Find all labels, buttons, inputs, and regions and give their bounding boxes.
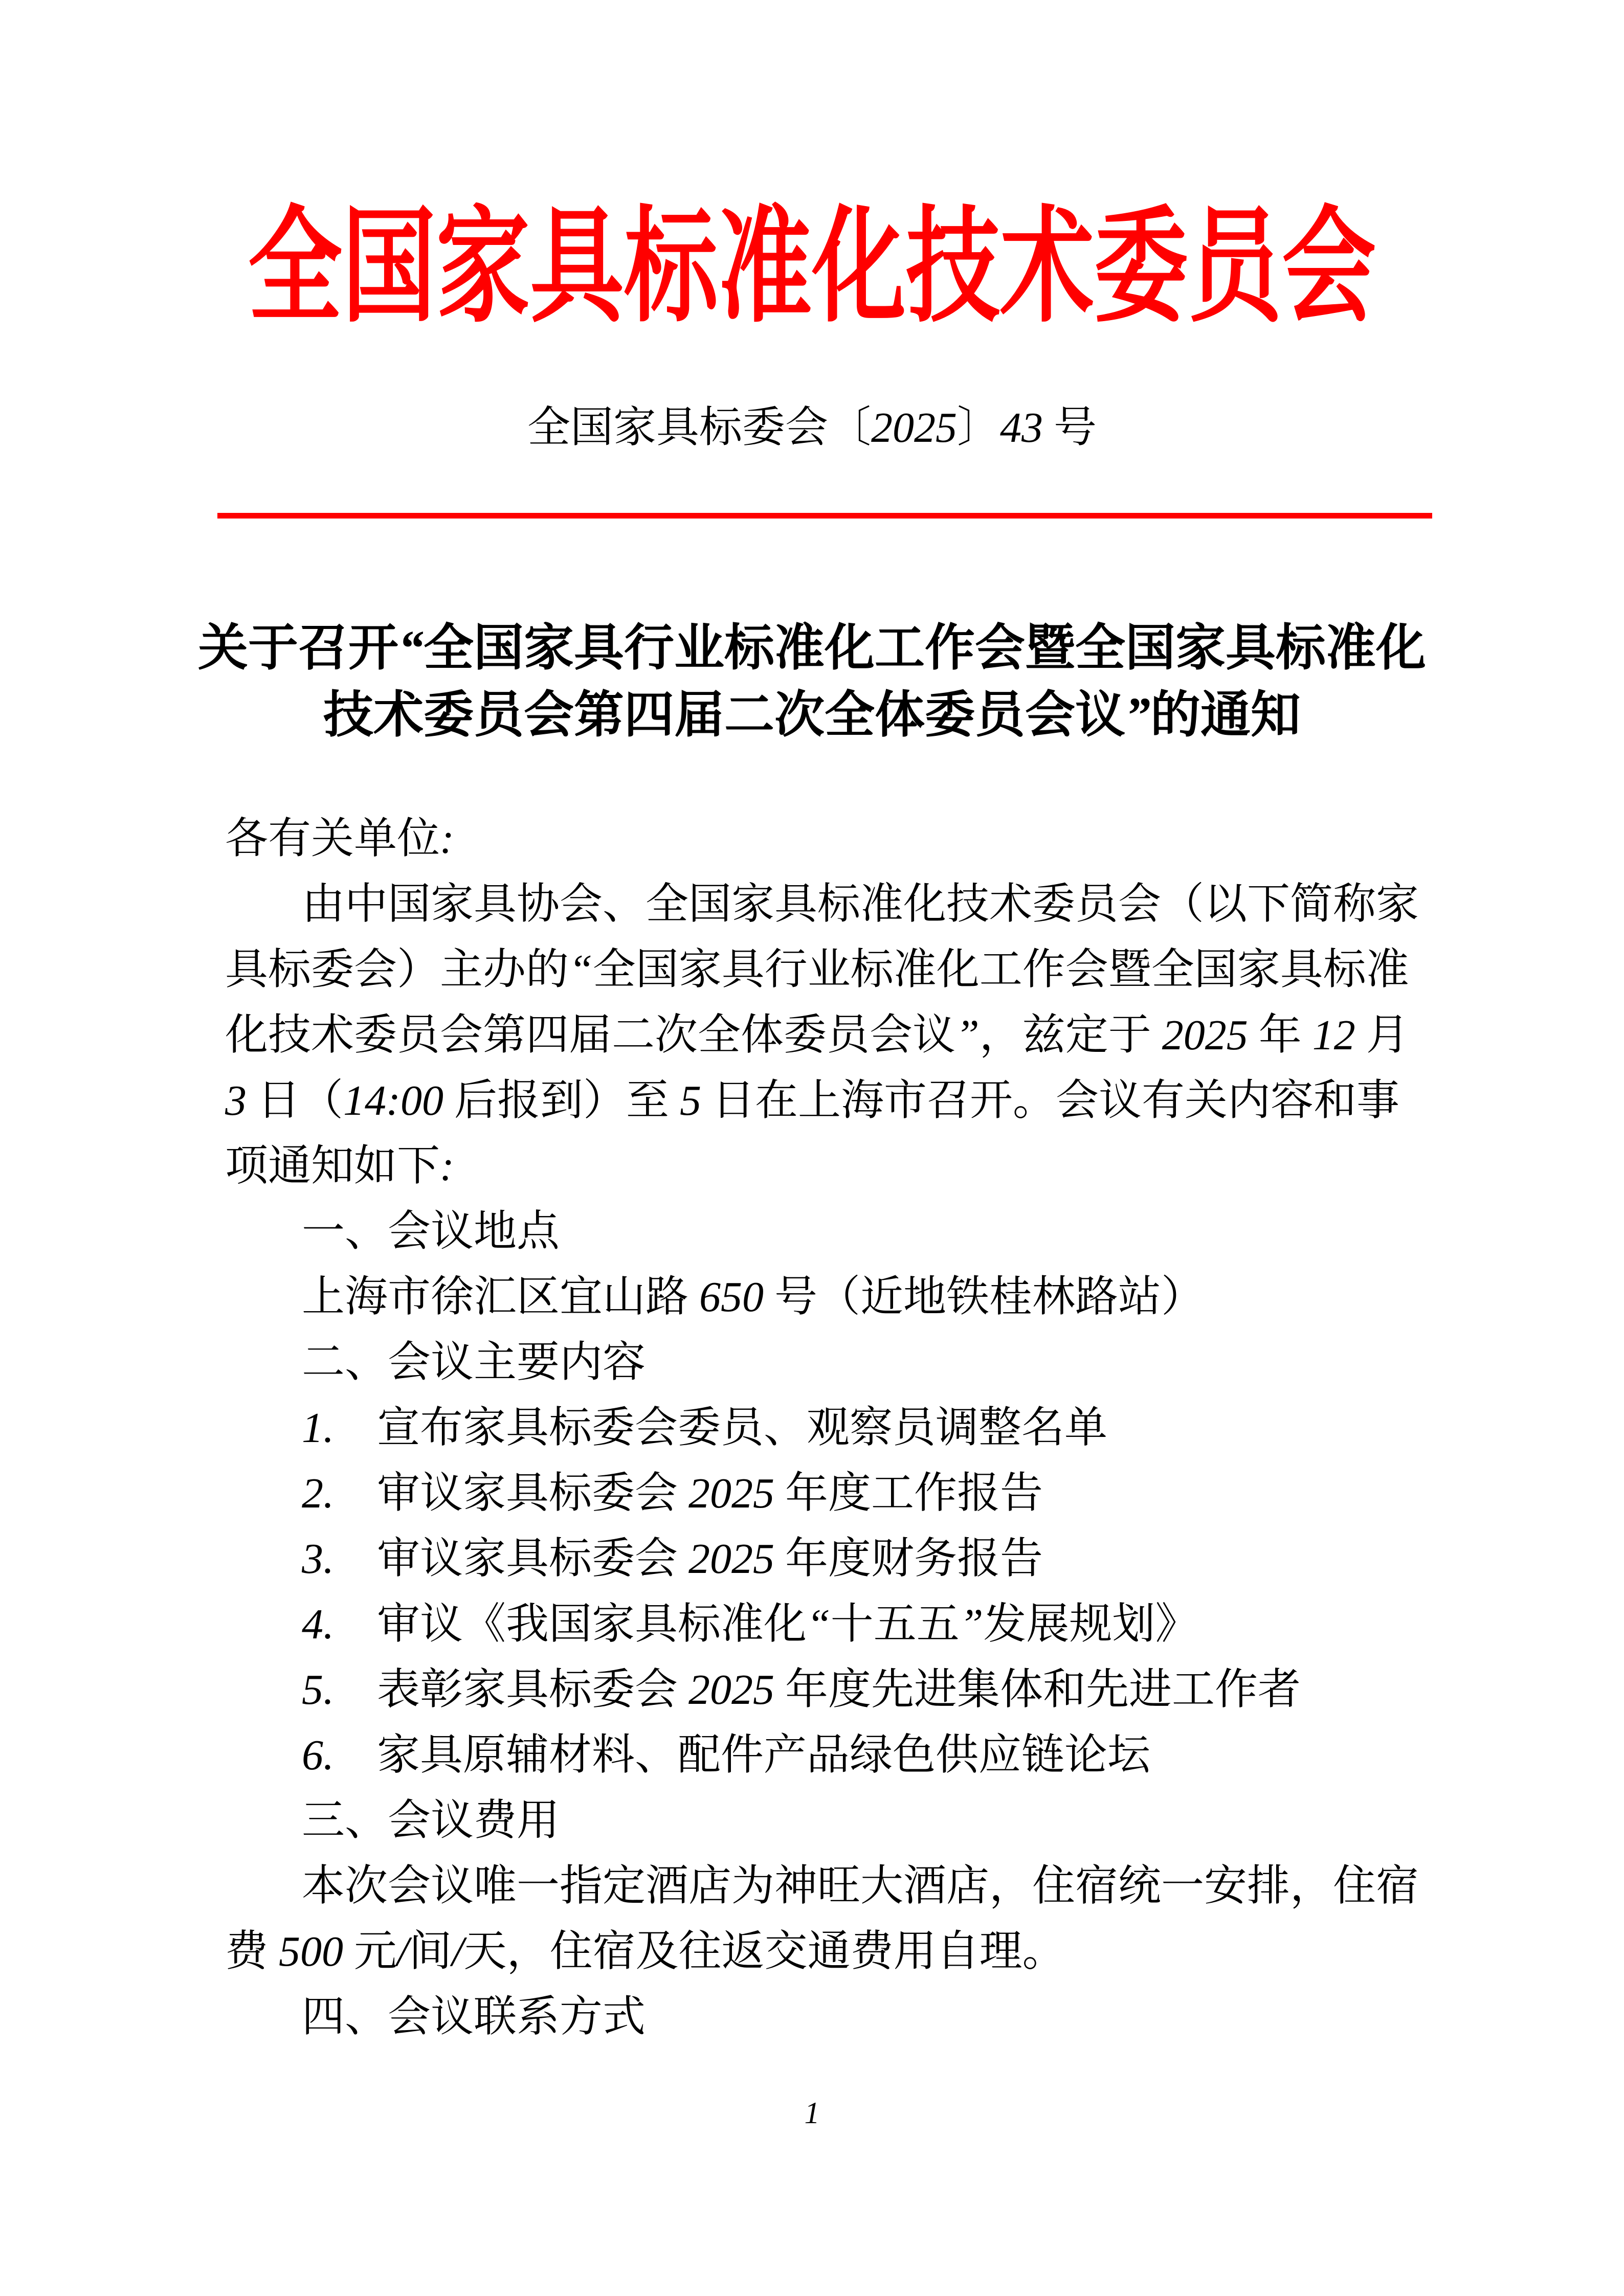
body-line-item-2: 2. 审议家具标委会 2025 年度工作报告 [302,1470,1043,1517]
body-line-salutation: 各有关单位: [225,815,454,863]
body-line: 本次会议唯一指定酒店为神旺大酒店，住宿统一安排，住宿 [302,1862,1419,1910]
body-line: 化技术委员会第四届二次全体委员会议”，兹定于 2025 年 12 月 [225,1011,1409,1059]
body-line-item-1: 1. 宣布家具标委会委员、观察员调整名单 [302,1404,1108,1452]
notice-title-line1: 关于召开“全国家具行业标准化工作会暨全国家具标准化 [197,621,1426,676]
red-divider-line [217,513,1432,519]
notice-body [225,806,1432,2050]
org-title: 全国家具标准化技术委员会 [248,198,1376,337]
body-line-item-3: 3. 审议家具标委会 2025 年度财务报告 [302,1535,1043,1583]
notice-title-line2: 技术委员会第四届二次全体委员会议”的通知 [323,688,1301,743]
body-line: 项通知如下: [225,1142,454,1190]
body-line-item-4: 4. 审议《我国家具标准化“十五五”发展规划》 [302,1601,1198,1648]
body-line-section-2: 二、会议主要内容 [302,1339,646,1386]
body-line: 3 日（14:00 后报到）至 5 日在上海市召开。会议有关内容和事 [225,1077,1399,1124]
notice-title [0,615,1624,749]
body-line-item-5: 5. 表彰家具标委会 2025 年度先进集体和先进工作者 [302,1666,1301,1714]
body-line: 费 500 元/间/天，住宿及往返交通费用自理。 [225,1928,1065,1975]
body-line-section-1: 一、会议地点 [302,1208,560,1255]
body-line: 由中国家具协会、全国家具标准化技术委员会（以下简称家 [302,881,1419,928]
doc-number: 全国家具标委会〔2025〕43 号 [527,404,1097,452]
body-line: 具标委会）主办的“全国家具行业标准化工作会暨全国家具标准 [225,946,1409,994]
body-line-section-3: 三、会议费用 [302,1797,560,1844]
body-line-address: 上海市徐汇区宜山路 650 号（近地铁桂林路站） [302,1273,1205,1321]
body-line-section-4: 四、会议联系方式 [302,1993,646,2041]
body-line-item-6: 6. 家具原辅材料、配件产品绿色供应链论坛 [302,1731,1151,1779]
page-number: 1 [804,2096,820,2130]
